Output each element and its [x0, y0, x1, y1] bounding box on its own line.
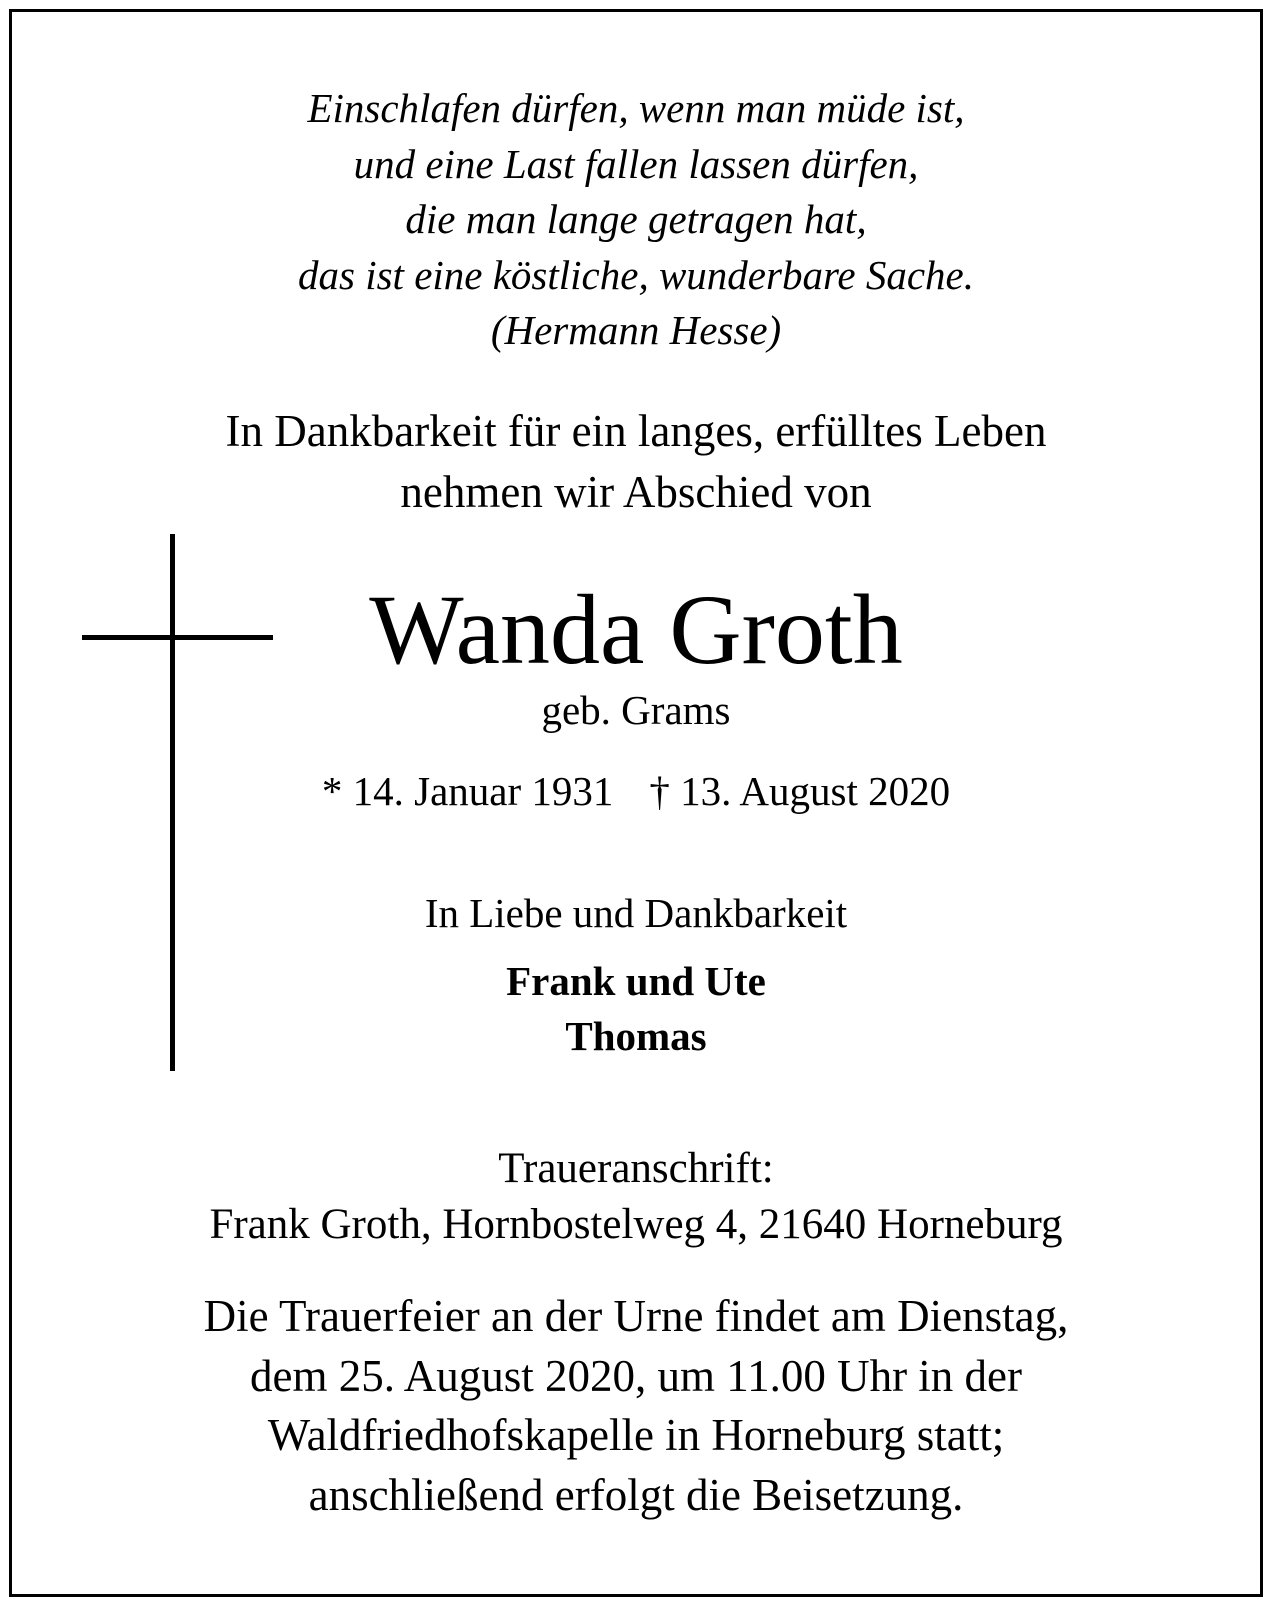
ceremony-line-3: Waldfriedhofskapelle in Horneburg statt;: [267, 1410, 1005, 1460]
death-date: † 13. August 2020: [649, 768, 951, 814]
poem-line-2: und eine Last fallen lassen dürfen,: [353, 141, 919, 187]
poem-line-1: Einschlafen dürfen, wenn man müde ist,: [307, 85, 965, 131]
ceremony-line-1: Die Trauerfeier an der Urne findet am Dienstag,: [203, 1291, 1069, 1341]
ceremony-line-2: dem 25. August 2020, um 11.00 Uhr in der: [249, 1351, 1023, 1401]
address-label: Traueranschrift:: [498, 1145, 774, 1192]
poem-line-3: die man lange getragen hat,: [405, 196, 867, 242]
poem-attribution: (Hermann Hesse): [490, 307, 782, 353]
address-text: Frank Groth, Hornbostelweg 4, 21640 Horneburg: [209, 1201, 1063, 1248]
maiden-name: geb. Grams: [541, 687, 731, 733]
life-dates: [12, 768, 1260, 814]
mourner-name: Thomas: [565, 1013, 707, 1059]
intro-line-2: nehmen wir Abschied von: [400, 467, 872, 517]
poem-line-4: das ist eine köstliche, wunderbare Sache.: [298, 252, 974, 298]
birth-date: * 14. Januar 1931: [321, 768, 614, 814]
ceremony-line-4: anschließend erfolgt die Beisetzung.: [308, 1470, 964, 1520]
intro-line-1: In Dankbarkeit für ein langes, erfülltes Leben: [225, 406, 1047, 456]
mourners-heading: In Liebe und Dankbarkeit: [424, 890, 848, 936]
mourner-name: Frank und Ute: [506, 958, 766, 1004]
deceased-name: Wanda Groth: [369, 574, 903, 685]
obituary-notice: [9, 9, 1263, 1597]
